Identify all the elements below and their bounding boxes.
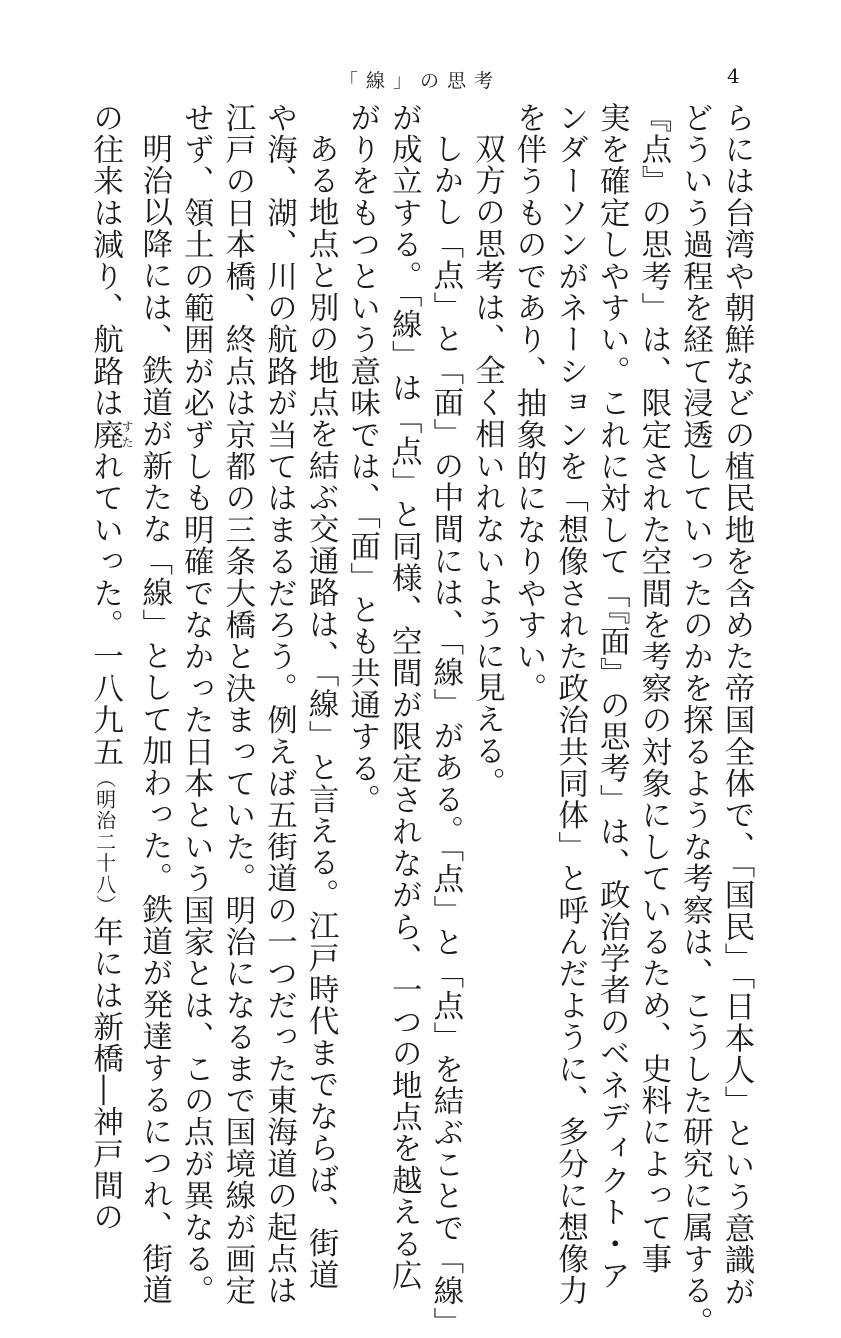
text-line-13: 江戸の日本橋、終点は京都の三条大橋と決まっていた。明治になるまで国境線が画定 <box>219 102 255 1307</box>
running-head-title: 「線」の思考 <box>338 70 501 92</box>
text-line-11: ある地点と別の地点を結ぶ交通路は、「線」と言える。江戸時代までならば、街道 <box>303 132 339 1291</box>
text-line-9: が成立する。「線」は「点」と同様、空間が限定されながら、一つの地点を越える広 <box>386 102 422 1292</box>
text-line-7: 双方の思考は、全く相いれないように見える。 <box>469 132 505 799</box>
ruby-reading: すた <box>120 419 135 451</box>
text-line-16-part-a: の往来は減り、航路は <box>87 102 123 419</box>
page-number: 4 <box>727 64 740 88</box>
text-line-4: 実を確定しやすい。これに対して「『面』の思考」は、政治学者のベネディクト・ア <box>594 102 630 1292</box>
ruby-base: 廃 <box>87 419 123 451</box>
text-line-5: ンダーソンがネーションを「想像された政治共同体」と呼んだように、多分に想像力 <box>552 102 588 1307</box>
era-note: （明治二十八） <box>92 767 117 917</box>
text-line-3: 『点』の思考」は、限定された空間を考察の対象にしているため、史料によって事 <box>635 102 671 1275</box>
text-line-8: しかし「点」と「面」の中間には、「線」がある。「点」と「点」を結ぶことで「線」 <box>427 132 463 1338</box>
text-line-1: らには台湾や朝鮮などの植民地を含めた帝国全体で、「国民」「日本人」という意識が <box>719 102 754 1308</box>
text-line-16-part-c: 年には新橋―神戸間の <box>87 916 123 1234</box>
text-line-10: がりをもつという意味では、「面」とも共通する。 <box>344 102 380 816</box>
ruby-word <box>87 419 135 451</box>
text-line-6: を伴うものであり、抽象的になりやすい。 <box>511 102 547 705</box>
text-line-15: 明治以降には、鉄道が新たな「線」として加わった。鉄道が発達するにつれ、街道 <box>136 132 172 1306</box>
text-line-12: や海、湖、川の航路が当てはまるだろう。例えば五街道の一つだった東海道の起点は <box>261 102 297 1307</box>
text-line-16-part-b: れていった。一八九五 <box>87 450 123 768</box>
text-line-14: せず、領土の範囲が必ずしも明確でなかった日本という国家とは、この点が異なる。 <box>178 102 214 1307</box>
body-text <box>83 102 757 1338</box>
text-line-2: どういう過程を経て浸透していったのかを探るような考察は、こうした研究に属する。 <box>677 102 713 1338</box>
text-line-16 <box>83 102 135 1234</box>
